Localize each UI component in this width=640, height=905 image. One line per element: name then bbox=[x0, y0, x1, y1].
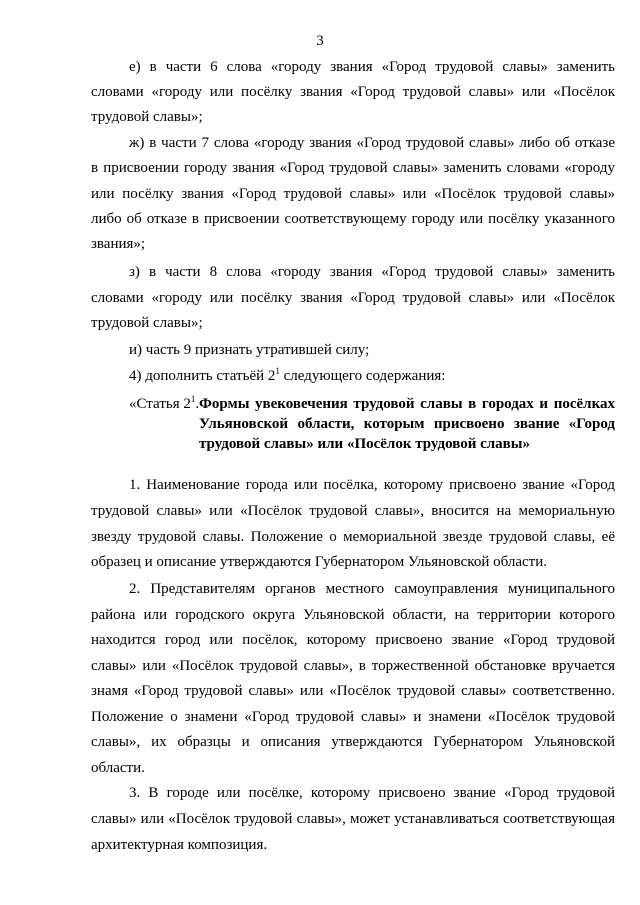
point-1-line-4: образец и описание утверждаются Губернатором Ульяновской области. bbox=[91, 554, 547, 570]
paragraph-zh-line-3: или посёлку звания «Город трудовой славы» или «Посёлок трудовой славы» bbox=[91, 186, 615, 202]
article-label-superscript: 1 bbox=[190, 394, 196, 404]
article-title-line-1: Формы увековечения трудовой славы в городах и посёлках bbox=[199, 396, 615, 412]
point-2-line-5: знамя «Город трудовой славы» или «Посёлок трудовой славы» соответственно. bbox=[91, 683, 615, 699]
point-2-line-2: района или городского округа Ульяновской области, на территории которого bbox=[91, 607, 615, 623]
article-label bbox=[129, 395, 199, 413]
item-4-text-before: 4) дополнить статьёй 2 bbox=[129, 368, 276, 384]
item-4-text-after: следующего содержания: bbox=[279, 368, 446, 384]
paragraph-zh-line-2: в присвоении городу звания «Город трудовой славы» заменить словами «городу bbox=[91, 160, 615, 176]
item-4-superscript: 1 bbox=[275, 366, 280, 376]
point-3-line-1: 3. В городе или посёлке, которому присвоено звание «Город трудовой bbox=[129, 785, 615, 801]
item-4 bbox=[129, 367, 615, 385]
article-title-line-2: Ульяновской области, которым присвоено звание «Город bbox=[199, 416, 615, 432]
article-title-line-3: трудовой славы» или «Посёлок трудовой славы» bbox=[199, 436, 530, 452]
paragraph-e-line-1: е) в части 6 слова «городу звания «Город трудовой славы» заменить bbox=[129, 59, 615, 75]
paragraph-z-line-1: з) в части 8 слова «городу звания «Город трудовой славы» заменить bbox=[129, 264, 615, 280]
paragraph-z-line-2: словами «городу или посёлку звания «Город трудовой славы» или «Посёлок bbox=[91, 290, 615, 306]
paragraph-zh-line-4: либо об отказе в присвоении соответствующему городу или посёлку указанного bbox=[91, 211, 615, 227]
point-1-line-2: трудовой славы» или «Посёлок трудовой славы», вносится на мемориальную bbox=[91, 503, 615, 519]
point-1-line-1: 1. Наименование города или посёлка, которому присвоено звание «Город bbox=[129, 477, 615, 493]
paragraph-zh-line-1: ж) в части 7 слова «городу звания «Город трудовой славы» либо об отказе bbox=[129, 135, 615, 151]
point-1-line-3: звезду трудовой славы. Положение о мемориальной звезде трудовой славы, её bbox=[91, 529, 615, 545]
point-2-line-7: славы», их образцы и описания утверждаются Губернатором Ульяновской bbox=[91, 734, 615, 750]
point-2-line-3: находится город или посёлок, которому присвоено звание «Город трудовой bbox=[91, 632, 615, 648]
paragraph-e-line-2: словами «городу или посёлку звания «Город трудовой славы» или «Посёлок bbox=[91, 84, 615, 100]
point-2-line-4: славы» или «Посёлок трудовой славы», в торжественной обстановке вручается bbox=[91, 658, 615, 674]
paragraph-zh-line-5: звания»; bbox=[91, 236, 146, 252]
article-label-suffix: . bbox=[195, 396, 200, 412]
paragraph-z-line-3: трудовой славы»; bbox=[91, 315, 203, 331]
paragraph-i: и) часть 9 признать утратившей силу; bbox=[129, 342, 370, 358]
point-2-line-8: области. bbox=[91, 760, 145, 776]
point-2-line-6: Положение о знамени «Город трудовой славы» и знамени «Посёлок трудовой bbox=[91, 709, 615, 725]
article-label-prefix: «Статья 2 bbox=[129, 396, 191, 412]
paragraph-e-line-3: трудовой славы»; bbox=[91, 109, 203, 125]
page-number: 3 bbox=[316, 33, 324, 49]
point-3-line-3: архитектурная композиция. bbox=[91, 837, 268, 853]
point-2-line-1: 2. Представителям органов местного самоуправления муниципального bbox=[129, 581, 615, 597]
point-3-line-2: славы» или «Посёлок трудовой славы», может устанавливаться соответствующая bbox=[91, 811, 615, 827]
